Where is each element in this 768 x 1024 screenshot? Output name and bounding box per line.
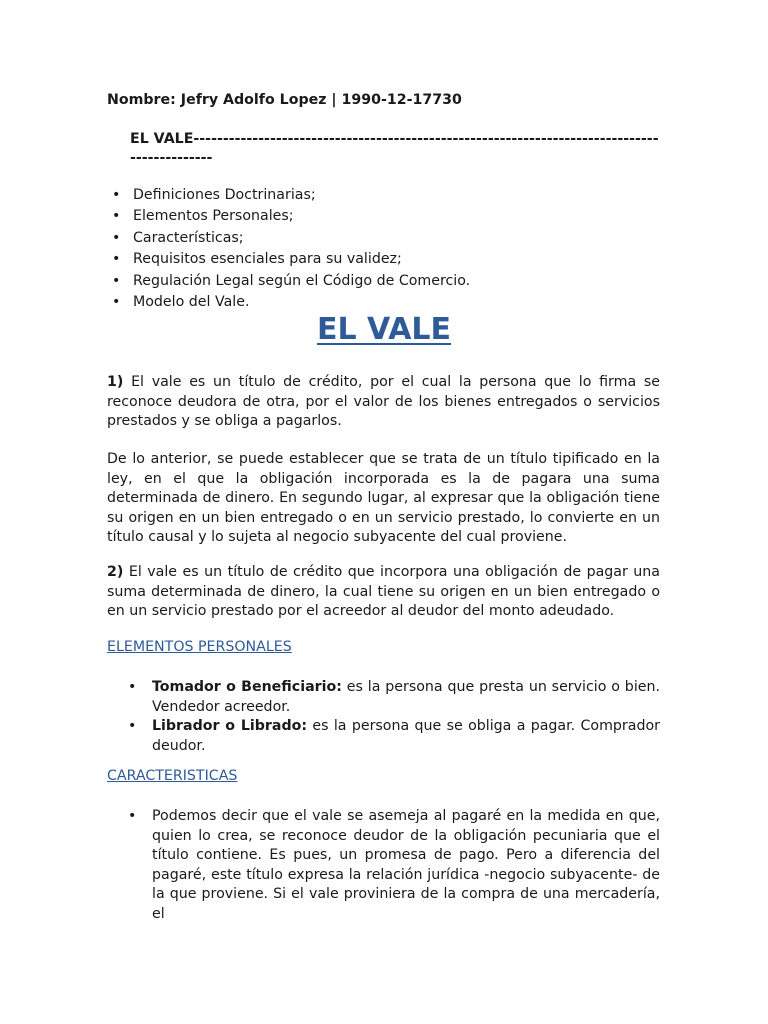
heading-elementos-personales: ELEMENTOS PERSONALES [107,639,292,655]
heading-caracteristicas: CARACTERISTICAS [107,768,238,784]
bullet-icon: • [128,679,137,695]
toc-item: • Características; [107,228,470,249]
toc-item: • Elementos Personales; [107,206,470,227]
toc-item: • Regulación Legal según el Código de Comercio. [107,271,470,292]
list-item: • Librador o Librado: es la persona que se obliga a pagar. Comprador deudor. [128,718,660,754]
bullet-icon: • [112,251,121,268]
student-name-line: Nombre: Jefry Adolfo Lopez | 1990-12-17730 [107,92,462,108]
bullet-icon: • [128,808,137,824]
toc-item: • Requisitos esenciales para su validez; [107,249,470,270]
caracteristicas-list [128,807,660,924]
definition-number: 1) [107,374,124,390]
section-marker-line: EL VALE--------------------------------------------------------------------------------------------- [130,131,659,166]
bullet-icon: • [128,718,137,734]
definition-1: 1) El vale es un título de crédito, por el cual la persona que lo firma se reconoce deudora de otra, por el valor de los bienes entregados o servicios prestados y se obliga a pagarlos. [107,374,660,429]
toc-item: • Modelo del Vale. [107,292,470,313]
bullet-icon: • [112,229,121,246]
bullet-icon: • [112,208,121,225]
table-of-contents [107,185,470,313]
list-item: • Tomador o Beneficiario: es la persona que presta un servicio o bien. Vendedor acreedor. [128,679,660,715]
definition-2: 2) El vale es un título de crédito que incorpora una obligación de pagar una suma determinada de dinero, la cual tiene su origen en un bien entregado o en un servicio prestado por el acreedor al deudor del monto adeudado. [107,564,660,619]
bullet-icon: • [112,272,121,289]
bullet-icon: • [112,294,121,311]
page-title: EL VALE [316,312,452,347]
analysis-paragraph: De lo anterior, se puede establecer que se trata de un título tipificado en la ley, en el que la obligación incorporada es la de pagara una suma determinada de dinero. En segundo lugar, al expresar que la obligación tiene su origen en un bien entregado o en un servicio prestado, lo convierte en un título causal y lo sujeta al negocio subyacente del cual proviene. [107,451,660,545]
elementos-list [128,678,660,756]
bullet-icon: • [112,187,121,203]
definition-number: 2) [107,564,124,580]
list-item: • Podemos decir que el vale se asemeja al pagaré en la medida en que, quien lo crea, se reconoce deudor de la obligación pecuniaria que el título contiene. Es pues, un promesa de pago. Pero a diferencia del pagaré, este título expresa la relación jurídica -negocio subyacente- de la que proviene. Si el vale proviniera de la compra de una mercadería, el [128,808,660,922]
toc-item: • Definiciones Doctrinarias; [107,185,470,206]
